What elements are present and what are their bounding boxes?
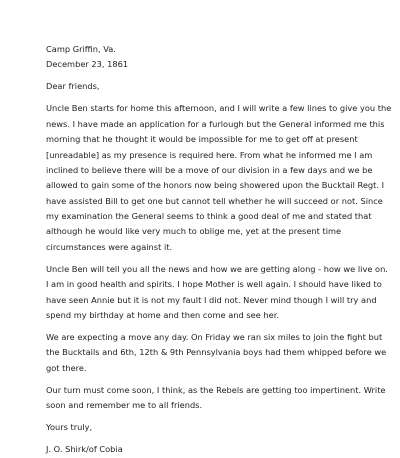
- paragraph-line: got there.: [46, 362, 87, 373]
- letter-date: December 23, 1861: [46, 59, 129, 70]
- paragraph-line: Uncle Ben starts for home this afternoon, and I will write a few lines to give you the: [46, 103, 392, 114]
- spacer: [46, 95, 376, 102]
- paragraph-4: [46, 383, 386, 414]
- spacer: [46, 323, 376, 330]
- paragraph-3: [46, 330, 387, 376]
- paragraph-line: although he would like very much to oblige me, yet at the present time: [46, 226, 342, 237]
- letter-signature: J. O. Shirk/of Cobia: [46, 444, 123, 455]
- paragraph-line: news. I have made an application for a furlough but the General informed me this: [46, 118, 385, 129]
- paragraph-line: circumstances were against it.: [46, 241, 173, 252]
- letter-salutation: Dear friends,: [46, 81, 100, 92]
- paragraph-line: have assisted Bill to get one but cannot tell whether he will succeed or not. Since: [46, 195, 383, 206]
- paragraph-line: soon and remember me to all friends.: [46, 400, 203, 411]
- paragraph-line: [unreadable] as my presence is required here. From what he informed me I am: [46, 149, 373, 160]
- paragraph-line: Uncle Ben will tell you all the news and how we are getting along - how we live on.: [46, 263, 388, 274]
- paragraph-line: Our turn must come soon, I think, as the Rebels are getting too impertinent. Write: [46, 384, 386, 395]
- letter-closing: Yours truly,: [46, 422, 93, 433]
- paragraph-line: the Bucktails and 6th, 12th & 9th Pennsylvania boys had them whipped before we: [46, 347, 387, 358]
- spacer: [46, 376, 376, 383]
- paragraph-line: have seen Annie but it is not my fault I did not. Never mind though I will try and: [46, 294, 377, 305]
- letter-body: [46, 42, 392, 458]
- spacer: [46, 436, 376, 443]
- paragraph-line: spend my birthday at home and then come and see her.: [46, 310, 279, 321]
- letter-place: Camp Griffin, Va.: [46, 44, 116, 54]
- paragraph-line: my examination the General seems to think a good deal of me and stated that: [46, 211, 372, 222]
- paragraph-line: allowed to gain some of the honors now being showered upon the Bucktail Regt. I: [46, 180, 385, 191]
- paragraph-2: [46, 262, 388, 324]
- spacer: [46, 414, 376, 421]
- spacer: [46, 73, 376, 80]
- paragraph-line: We are expecting a move any day. On Friday we ran six miles to join the fight but: [46, 332, 383, 343]
- paragraph-line: I am in good health and spirits. I hope Mother is well again. I should have liked to: [46, 279, 382, 290]
- paragraph-line: morning that he thought it would be impossible for me to get off at present: [46, 134, 358, 145]
- paragraph-1: [46, 101, 392, 255]
- paragraph-line: inclined to believe there will be a move of our division in a few days and we be: [46, 164, 373, 175]
- spacer: [46, 255, 376, 262]
